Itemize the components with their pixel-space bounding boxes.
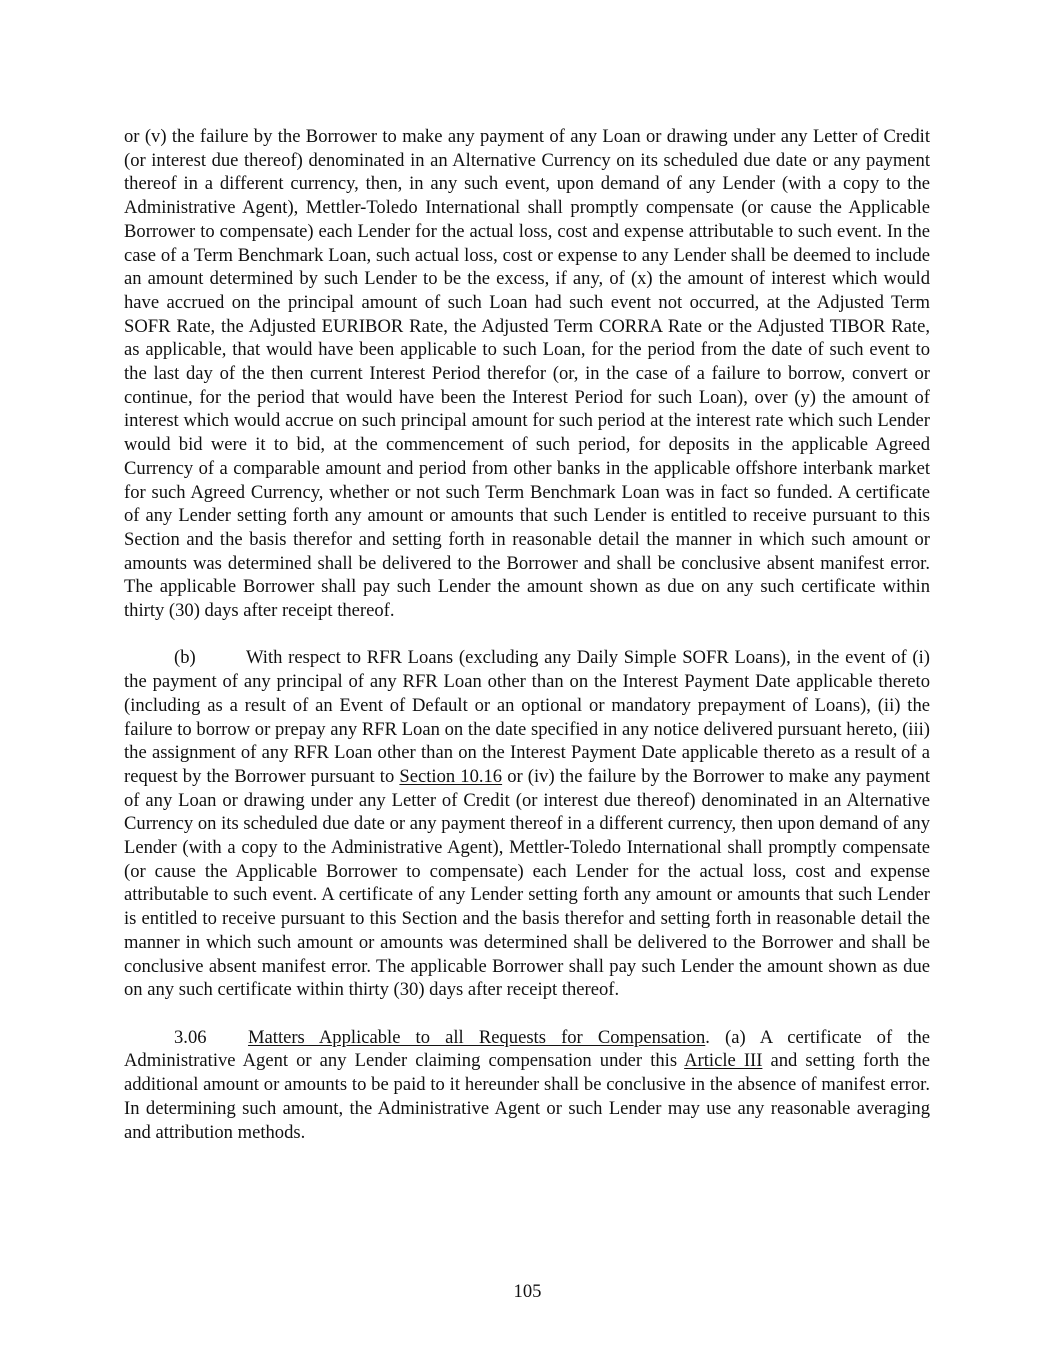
section-heading: Matters Applicable to all Requests for Compensation (248, 1026, 706, 1048)
section-3-06-text-1: . (a) A certificate of the Administrative Agent or any Lender claiming compensation under this (124, 1026, 930, 1072)
page-number: 105 (513, 1281, 542, 1302)
paragraph-b (124, 646, 930, 1002)
document-page (124, 125, 930, 1144)
section-3-06-paragraph (124, 1026, 930, 1145)
paragraph-continuation: or (v) the failure by the Borrower to make any payment of any Loan or drawing under any Letter of Credit (or interest due thereof) denominated in an Alternative Currency on its scheduled due date or any payment thereof in a different currency, then, in any such event, upon demand of any Lender (with a copy to the Administrative Agent), Mettler-Toledo International shall promptly compensate (or cause the Applicable Borrower to compensate) each Lender for the actual loss, cost and expense attributable to such event. In the case of a Term Benchmark Loan, such actual loss, cost or expense to any Lender shall be deemed to include an amount determined by such Lender to be the excess, if any, of (x) the amount of interest which would have accrued on the principal amount of such Loan had such event not occurred, at the Adjusted Term SOFR Rate, the Adjusted EURIBOR Rate, the Adjusted Term CORRA Rate or the Adjusted TIBOR Rate, as applicable, that would have been applicable to such Loan, for the period from the date of such event to the last day of the then current Interest Period therefor (or, in the case of a failure to borrow, convert or continue, for the period that would have been the Interest Period for such Loan), over (y) the amount of interest which would accrue on such principal amount for such period at the interest rate which such Lender would bid were it to bid, at the commencement of such period, for deposits in the applicable Agreed Currency of a comparable amount and period from other banks in the applicable offshore interbank market for such Agreed Currency, whether or not such Term Benchmark Loan was in fact so funded. A certificate of any Lender setting forth any amount or amounts that such Lender is entitled to receive pursuant to this Section and the basis therefor and setting forth in reasonable detail the manner in which such amount or amounts was determined shall be delivered to the Borrower and shall be conclusive absent manifest error. The applicable Borrower shall pay such Lender the amount shown as due on any such certificate within thirty (30) days after receipt thereof. (124, 126, 930, 622)
article-iii-reference: Article III (684, 1050, 763, 1072)
paragraph-b-text-1: With respect to RFR Loans (excluding any Daily Simple SOFR Loans), in the event of (i) the payment of any principal of any RFR Loan other than on the Interest Payment Date applicable thereto (including as a result of an Event of Default or an optional or mandatory prepayment of Loans), (ii) the failure to borrow or prepay any RFR Loan on the date specified in any notice delivered pursuant hereto, (iii) the assignment of any RFR Loan other than on the Interest Payment Date applicable thereto as a result of a request by the Borrower pursuant to (124, 647, 930, 787)
paragraph-b-text-2: or (iv) the failure by the Borrower to make any payment of any Loan or drawing under any Letter of Credit (or interest due thereof) denominated in an Alternative Currency on its scheduled due date or any payment thereof in a different currency, then upon demand of any Lender (with a copy to the Administrative Agent), Mettler-Toledo International shall promptly compensate (or cause the Applicable Borrower to compensate) each Lender for the actual loss, cost and expense attributable to such event. A certificate of any Lender setting forth any amount or amounts that such Lender is entitled to receive pursuant to this Section and the basis therefor and setting forth in reasonable detail the manner in which such amount or amounts was determined shall be delivered to the Borrower and shall be conclusive absent manifest error. The applicable Borrower shall pay such Lender the amount shown as due on any such certificate within thirty (30) days after receipt thereof. (124, 765, 930, 1001)
section-10-16-reference: Section 10.16 (399, 765, 503, 787)
section-number: 3.06 (174, 1026, 207, 1048)
section-3-06-text-2: and setting forth the additional amount or amounts to be paid to it hereunder shall be conclusive in the absence of manifest error. In determining such amount, the Administrative Agent or such Lender may use any reasonable averaging and attribution methods. (124, 1050, 930, 1143)
paragraph-b-label: (b) (174, 647, 196, 669)
